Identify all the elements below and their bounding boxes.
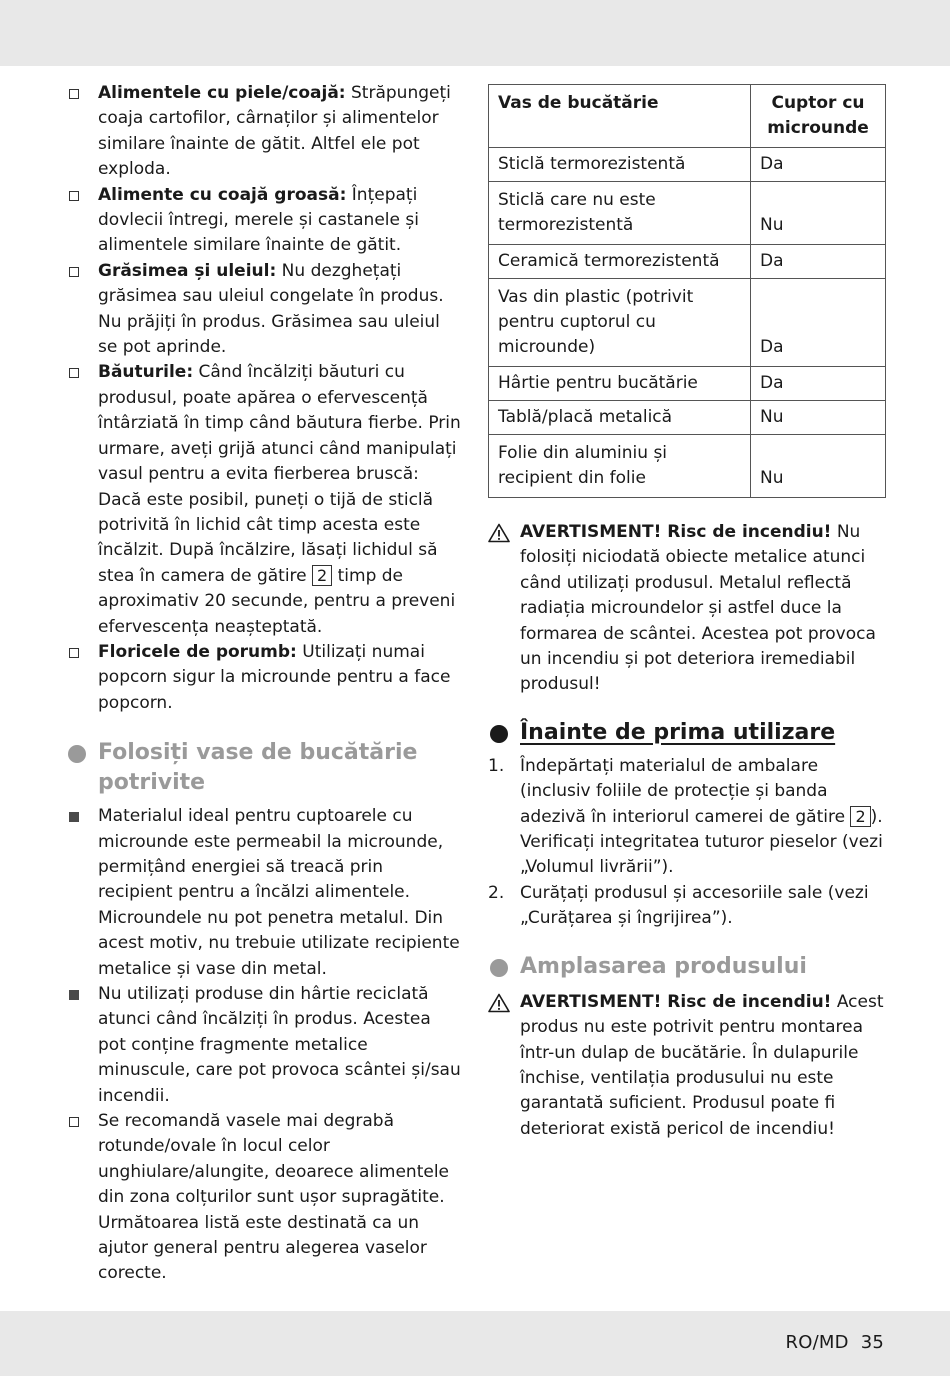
list-item — [66, 360, 462, 639]
bullet-dot-icon — [490, 725, 508, 743]
table-header-cell: Cuptor cu microunde — [751, 85, 886, 148]
section-heading — [66, 738, 462, 798]
square-bullet-icon — [69, 990, 79, 1000]
table-header-cell: Vas de bucătărie — [489, 85, 751, 148]
table-header-row — [489, 85, 886, 148]
page-footer — [774, 1332, 884, 1353]
list-item — [66, 1109, 462, 1287]
section-heading-text: Folosiți vase de bucătărie potrivite — [98, 740, 418, 796]
item-text: Utilizați numai popcorn sigur la microunde pentru a face popcorn. — [98, 641, 451, 713]
table-row — [489, 148, 886, 182]
list-item — [66, 804, 462, 982]
table-row — [489, 182, 886, 245]
table-cell: Nu — [751, 182, 886, 245]
section-heading-text: Înainte de prima utilizare — [520, 719, 836, 745]
step-text: Îndepărtați materialul de ambalare (inclusiv foliile de protecție și banda adezivă în interiorul camerei de gătire — [520, 755, 851, 827]
right-column — [488, 84, 886, 1142]
item-text: Materialul ideal pentru cuptoarele cu microunde este permeabil la microunde, permițând energiei să treacă prin recipient pentru a încălzi alimentele. Microundele nu pot penetra metalul. Din acest motiv, nu trebuie utilizate recipiente metalice și vase din metal. — [98, 806, 460, 979]
item-text: Când încălziți băuturi cu produsul, poate apărea o efervescență întârziată în timp când băutura fierbe. Prin urmare, aveți grijă atunci când manipulați vasul pentru a evita fierberea bruscă: Dacă este posibil, puneți o tijă de sticlă potrivită în lichid cât timp acesta este încălzit. După încălzire, lăsați lichidul să stea în camera de gătire — [98, 362, 461, 586]
warning-text: Nu folosiți niciodată obiecte metalice atunci când utilizați produsul. Metalul reflectă radiația microundelor și astfel duce la formarea de scântei. Acestea pot provoca un incendiu și pot deteriora iremediabil produsul! — [520, 522, 876, 695]
section-heading — [488, 718, 886, 748]
table-cell: Vas din plastic (potrivit pentru cuptorul cu microunde) — [489, 279, 751, 367]
item-text: Se recomandă vasele mai degrabă rotunde/ovale în locul celor unghiulare/alungite, deoarece alimentele din zona colțurilor sunt ușor supragătite. Următoarea listă este destinată ca un ajutor general pentru alegerea vaselor corecte. — [98, 1111, 450, 1284]
numbered-step — [488, 754, 886, 881]
section-heading — [488, 952, 886, 982]
warning-title: AVERTISMENT! Risc de incendiu! — [520, 522, 832, 542]
warning-title: AVERTISMENT! Risc de incendiu! — [520, 991, 832, 1012]
list-item — [66, 640, 462, 716]
warning-triangle-icon — [488, 523, 510, 543]
step-text: Curățați produsul și accesoriile sale (vezi „Curățarea și îngrijirea”). — [520, 882, 869, 929]
warning-triangle-icon — [488, 993, 510, 1013]
warning-text: Acest produs nu este potrivit pentru montarea într-un dulap de bucătărie. În dulapurile închise, ventilația produsului nu este garantată suficient. Produsul poate fi deteriorat există pericol de incendiu! — [520, 991, 884, 1139]
section-heading-text: Amplasarea produsului — [520, 953, 807, 979]
table-cell: Da — [751, 245, 886, 279]
checkbox-bullet-icon — [69, 89, 79, 99]
checkbox-bullet-icon — [69, 1117, 79, 1127]
table-cell: Nu — [751, 401, 886, 435]
list-item — [66, 259, 462, 361]
table-row — [489, 367, 886, 401]
warning-block — [488, 520, 886, 698]
step-text: ). Verificați integritatea tuturor pieselor (vezi „Volumul livrării”). — [520, 806, 883, 878]
checkbox-bullet-icon — [69, 648, 79, 658]
table-row — [489, 245, 886, 279]
warning-block — [488, 990, 886, 1142]
table-cell: Tablă/placă metalică — [489, 401, 751, 435]
item-text: Nu utilizați produse din hârtie reciclată atunci când încălziți în produs. Acestea pot conține fragmente metalice minuscule, care pot provoca scântei și/sau incendii. — [98, 984, 461, 1106]
page-number: 35 — [860, 1332, 884, 1353]
numbered-step — [488, 881, 886, 932]
list-item — [66, 982, 462, 1109]
checkbox-bullet-icon — [69, 368, 79, 378]
item-title: Alimentele cu piele/coajă: — [98, 83, 346, 103]
list-item — [66, 81, 462, 183]
table-cell: Sticlă termorezistentă — [489, 148, 751, 182]
table-cell: Hârtie pentru bucătărie — [489, 367, 751, 401]
table-cell: Da — [751, 367, 886, 401]
cookware-table — [488, 84, 886, 498]
square-bullet-icon — [69, 812, 79, 822]
step-number: 1. — [488, 755, 505, 776]
part-reference-number: 2 — [312, 565, 332, 586]
item-text: Înțepați dovlecii întregi, merele și castanele și alimentele similare înainte de gătit. — [98, 184, 419, 256]
table-cell: Folie din aluminiu și recipient din folie — [489, 435, 751, 498]
item-title: Alimente cu coajă groasă: — [98, 184, 347, 205]
item-title: Grăsimea și uleiul: — [98, 260, 277, 281]
table-cell: Da — [751, 279, 886, 367]
part-reference-number: 2 — [850, 806, 870, 827]
table-row — [489, 435, 886, 498]
list-item — [66, 183, 462, 259]
footer-language: RO/MD — [785, 1332, 849, 1353]
step-number: 2. — [488, 882, 505, 903]
item-title: Floricele de porumb: — [98, 641, 297, 662]
item-text: timp de aproximativ 20 secunde, pentru a preveni efervescența neașteptată. — [98, 565, 456, 637]
table-cell: Da — [751, 148, 886, 182]
table-cell: Nu — [751, 435, 886, 498]
bullet-dot-icon — [68, 745, 86, 763]
checkbox-bullet-icon — [69, 267, 79, 277]
table-row — [489, 279, 886, 367]
table-cell: Sticlă care nu este termorezistentă — [489, 182, 751, 245]
table-row — [489, 401, 886, 435]
table-cell: Ceramică termorezistentă — [489, 245, 751, 279]
header-band — [0, 0, 950, 66]
item-text: Nu dezghețați grăsimea sau uleiul congelate în produs. Nu prăjiți în produs. Grăsimea sau uleiul se pot aprinde. — [98, 260, 444, 358]
checkbox-bullet-icon — [69, 191, 79, 201]
item-title: Băuturile: — [98, 362, 194, 383]
item-text: Străpungeți coaja cartofilor, cârnaților și alimentelor similare înainte de gătit. Altfel ele pot exploda. — [98, 83, 451, 180]
bullet-dot-icon — [490, 959, 508, 977]
left-column — [66, 81, 462, 1287]
